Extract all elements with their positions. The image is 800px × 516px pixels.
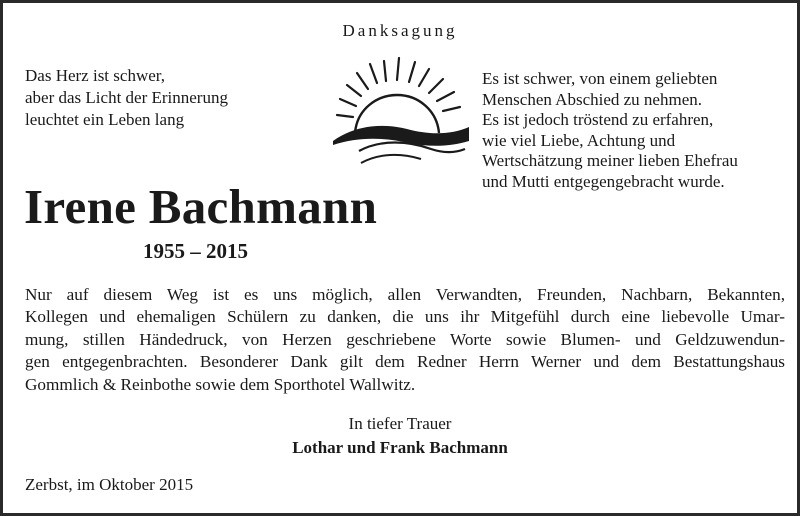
place-date: Zerbst, im Oktober 2015 [25, 475, 194, 494]
body-line: Gommlich & Reinbothe sowie dem Sporthotel Wallwitz. [25, 374, 416, 394]
quote-line: Es ist jedoch tröstend zu erfahren, [482, 110, 714, 129]
body-text [25, 284, 785, 396]
deceased-name: Irene Bachmann [24, 179, 378, 234]
body-line: Kollegen und ehemaligen Schülern zu danken, die uns ihr Mitgefühl durch eine liebevolle Umar- [25, 307, 785, 327]
verse [25, 65, 325, 131]
heading: Danksagung [342, 21, 458, 40]
verse-line: Das Herz ist schwer, [25, 66, 165, 85]
life-dates: 1955 – 2015 [143, 239, 248, 263]
body-line: gen entgegenbrachten. Besonderer Dank gilt dem Redner Herrn Werner und dem Bestattungshaus [25, 352, 785, 372]
body-line: Nur auf diesem Weg ist es uns möglich, allen Verwandten, Freunden, Nachbarn, Bekannten, [25, 285, 785, 304]
quote-line: Wertschätzung meiner lieben Ehefrau [482, 151, 738, 170]
quote [482, 69, 792, 192]
quote-line: Menschen Abschied zu nehmen. [482, 89, 702, 109]
verse-line: leuchtet ein Leben lang [25, 110, 185, 129]
quote-line: und Mutti entgegengebracht wurde. [482, 171, 725, 191]
body-line: mung, stillen Händedruck, von Herzen geschriebene Worte sowie Blumen- und Geldzuwendun- [25, 329, 785, 349]
quote-line: wie viel Liebe, Achtung und [482, 130, 676, 150]
quote-line: Es ist schwer, von einem geliebten [482, 69, 718, 88]
rising-sun-icon [331, 55, 471, 171]
verse-line: aber das Licht der Erinnerung [25, 88, 228, 107]
closing [3, 412, 797, 460]
family-names: Lothar und Frank Bachmann [292, 438, 508, 457]
closing-phrase: In tiefer Trauer [348, 414, 452, 433]
